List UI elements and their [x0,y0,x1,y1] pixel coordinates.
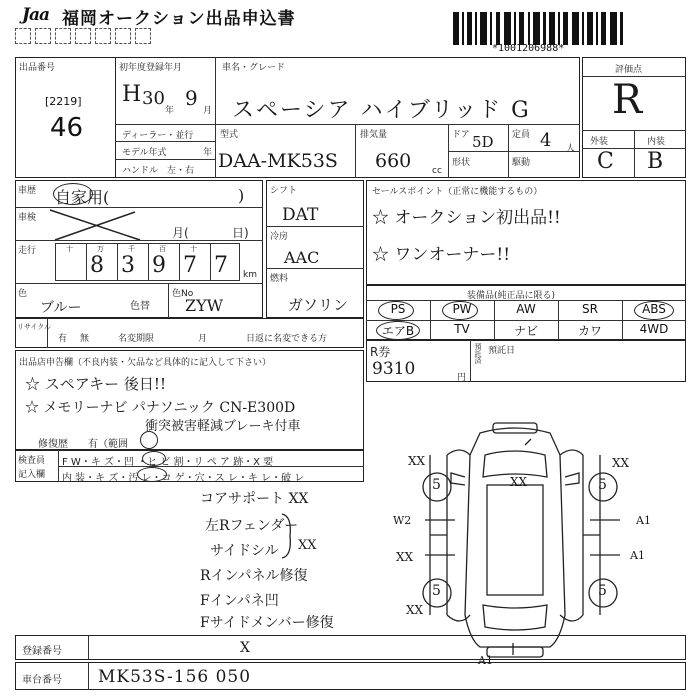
ac-label: 冷房 [270,232,289,242]
remark-ss-mark: XX [298,538,317,553]
recycle-yes: 有 [58,334,68,344]
mark-a1-right-top: A1 [636,514,651,527]
header [0,0,700,55]
type-label: 型式 [220,130,239,140]
recycle-note: 日返に名変できる方 [246,334,328,344]
first-reg-era: H [122,82,142,107]
model-year-label: モデル年式 [122,148,167,158]
handle-label: ハンドル 左・右 [122,166,195,176]
mileage-place-1: 万 [97,245,104,253]
lot-small-number: [2219] [45,95,82,108]
recycle-label: リサイクル [17,323,52,331]
usage-close: ) [238,186,245,205]
equip-tv: TV [454,322,470,336]
equip-pw: PW [452,302,472,316]
displacement-unit: cc [432,166,442,176]
logo: Jaa [22,5,50,25]
inspector-dent-circle [142,451,166,466]
mileage-digit-0: 8 [90,253,104,278]
remark-4: Rインパネル修復 [200,568,308,584]
mileage-place-0: 十 [66,245,73,253]
equipment-label: 装備品(純正品に限る) [467,291,556,301]
chassis-label: 車台番号 [22,675,62,686]
lot-number: 46 [50,113,84,143]
r-ticket-seal: 預託済 [474,343,482,364]
mileage-digit-3: 7 [183,253,197,278]
usage-value: 自家用( [55,188,110,207]
door-label: ドア [452,130,470,140]
barcode [450,12,630,45]
capacity-value: 4 [540,130,552,151]
inspector-label-1: 検査員 [18,456,46,466]
mark-a1-right: A1 [630,549,645,562]
notes-line-2: ☆ メモリーナビ パナソニック CN-E300D [25,400,296,416]
grade-label: 評価点 [615,65,643,75]
remark-1: コアサポート XX [200,491,309,507]
barcode-graphic [450,12,630,45]
shift-value: DAT [282,205,319,225]
sales-point-line-2: ☆ ワンオーナー!! [372,245,511,265]
first-reg-year-unit: 年 [165,106,175,116]
drive-label: 駆動 [512,158,531,168]
capacity-label: 定員 [512,130,531,140]
remark-6: Fサイドメンバー修復 [200,615,334,631]
type-value: DAA-MK53S [218,150,338,172]
repair-yes-circle [140,431,158,449]
door-value: 5D [472,133,494,151]
equip-abs: ABS [642,302,666,316]
inspector-dirt-circle [137,467,167,482]
lot-label: 出品番号 [19,63,56,73]
inspection-cross [40,208,150,242]
repair-history-label: 修復歴 有（範囲 [38,439,128,450]
mark-mid-left: XX [396,550,414,564]
barcode-number: *1001206988* [492,43,565,54]
shift-label: シフト [270,186,298,196]
stamp-boxes [15,28,155,42]
equip-abs-circle [634,301,674,320]
remark-2: 左Rフェンダー [205,518,299,534]
equip-pw-circle [442,301,478,320]
mileage-unit: km [243,270,257,280]
equip-ps: PS [390,302,406,316]
fuel-value: ガソリン [288,296,349,314]
change-deadline-label: 名変期限 [118,334,155,344]
mark-front-right: XX [612,456,630,470]
inspection-day: 日) [232,226,249,240]
r-ticket-value: 9310 [372,359,416,379]
mark-front-center: XX [510,475,528,489]
model-year-unit: 年 [203,148,213,158]
usage-label: 車歴 [18,186,37,196]
grade-value: R [612,77,643,123]
equip-aw: AW [516,302,536,316]
chassis-value: MK53S-156 050 [98,667,252,687]
capacity-unit: 人 [566,144,576,154]
displacement-value: 660 [375,150,412,172]
color-code: ZYW [185,296,224,315]
exterior-grade: C [597,149,614,174]
r-ticket-date: 預託日 [488,346,516,356]
inspection-label: 車検 [18,213,37,223]
car-name-label: 車名・グレード [222,63,286,73]
mark-a1-bottom: A1 [478,654,493,667]
wheel-rl: 5 [432,583,441,599]
first-reg-year: 30 [142,88,165,109]
mileage-place-2: 千 [128,245,135,253]
mark-rear-left: XX [406,603,424,617]
change-deadline-month: 月 [198,334,208,344]
equip-airbag-circle [376,321,420,340]
wheel-fl: 5 [432,477,441,493]
color-label: 色 [18,289,28,299]
interior-grade: B [647,149,664,174]
remark-3: サイドシル [210,543,279,559]
inspector-row-1: F W・キ ズ・凹 ・ヒ ビ 割・リ ペ ア 跡・X 要 [62,457,274,468]
inspection-month: 月( [172,226,189,240]
first-reg-label: 初年度登録年月 [119,63,183,73]
sales-point-label: セールスポイント（正常に機能するもの） [372,187,543,197]
remark-brace [280,512,294,560]
exterior-label: 外装 [590,137,609,147]
mark-front-left: XX [408,454,426,468]
r-ticket-unit: 円 [457,373,467,383]
notes-label: 出品店申告欄（不良内装・欠品など具体的に記入して下さい） [19,358,272,368]
sales-point-line-1: ☆ オークション初出品!! [372,208,561,228]
mileage-digit-4: 7 [214,253,228,278]
color-code-label: 色No [172,289,194,299]
wheel-fr: 5 [598,477,607,493]
mileage-place-4: 十 [190,245,197,253]
mileage-digit-1: 3 [121,253,135,278]
equip-sr: SR [582,302,598,316]
mileage-digit-2: 9 [152,253,166,278]
equip-leather: カワ [577,324,602,338]
equip-4wd: 4WD [639,322,669,336]
mileage-place-3: 百 [159,245,166,253]
notes-line-1: ☆ スペアキー 後日!! [25,375,166,393]
mark-w2: W2 [393,514,412,527]
equip-airbag: エアB [381,324,415,338]
car-name-value: スペーシア ハイブリッド G [232,98,531,123]
notes-line-3: 衝突被害軽減ブレーキ付車 [145,419,301,434]
ac-value: AAC [284,248,320,267]
mileage-label: 走行 [18,246,37,256]
equip-ps-circle [378,301,414,320]
color-change-label: 色替 [130,301,150,312]
usage-circle [53,183,93,205]
fuel-label: 燃料 [270,274,289,284]
recycle-no: 無 [80,334,90,344]
interior-label: 内装 [647,137,666,147]
shape-label: 形状 [452,158,471,168]
registration-box [15,635,686,660]
inspector-label-2: 記入欄 [18,470,46,480]
wheel-rr: 5 [598,583,607,599]
dealer-label: ディーラー・並行 [122,131,194,141]
first-reg-month: 9 [185,86,198,110]
remark-5: Fインパネ凹 [200,593,279,609]
inspector-row-2: 内 装・キ ズ・汚 レ・コ ゲ・穴・ス レ・キ レ・破 レ [62,473,305,484]
first-reg-month-unit: 月 [203,106,213,116]
form-title: 福岡オークション出品申込書 [62,9,296,29]
displacement-label: 排気量 [360,130,388,140]
registration-label: 登録番号 [22,646,62,657]
equip-navi: ナビ [513,324,538,338]
r-ticket-label: R券 [370,345,391,359]
registration-value: X [240,640,250,656]
color-value: ブルー [40,300,82,316]
